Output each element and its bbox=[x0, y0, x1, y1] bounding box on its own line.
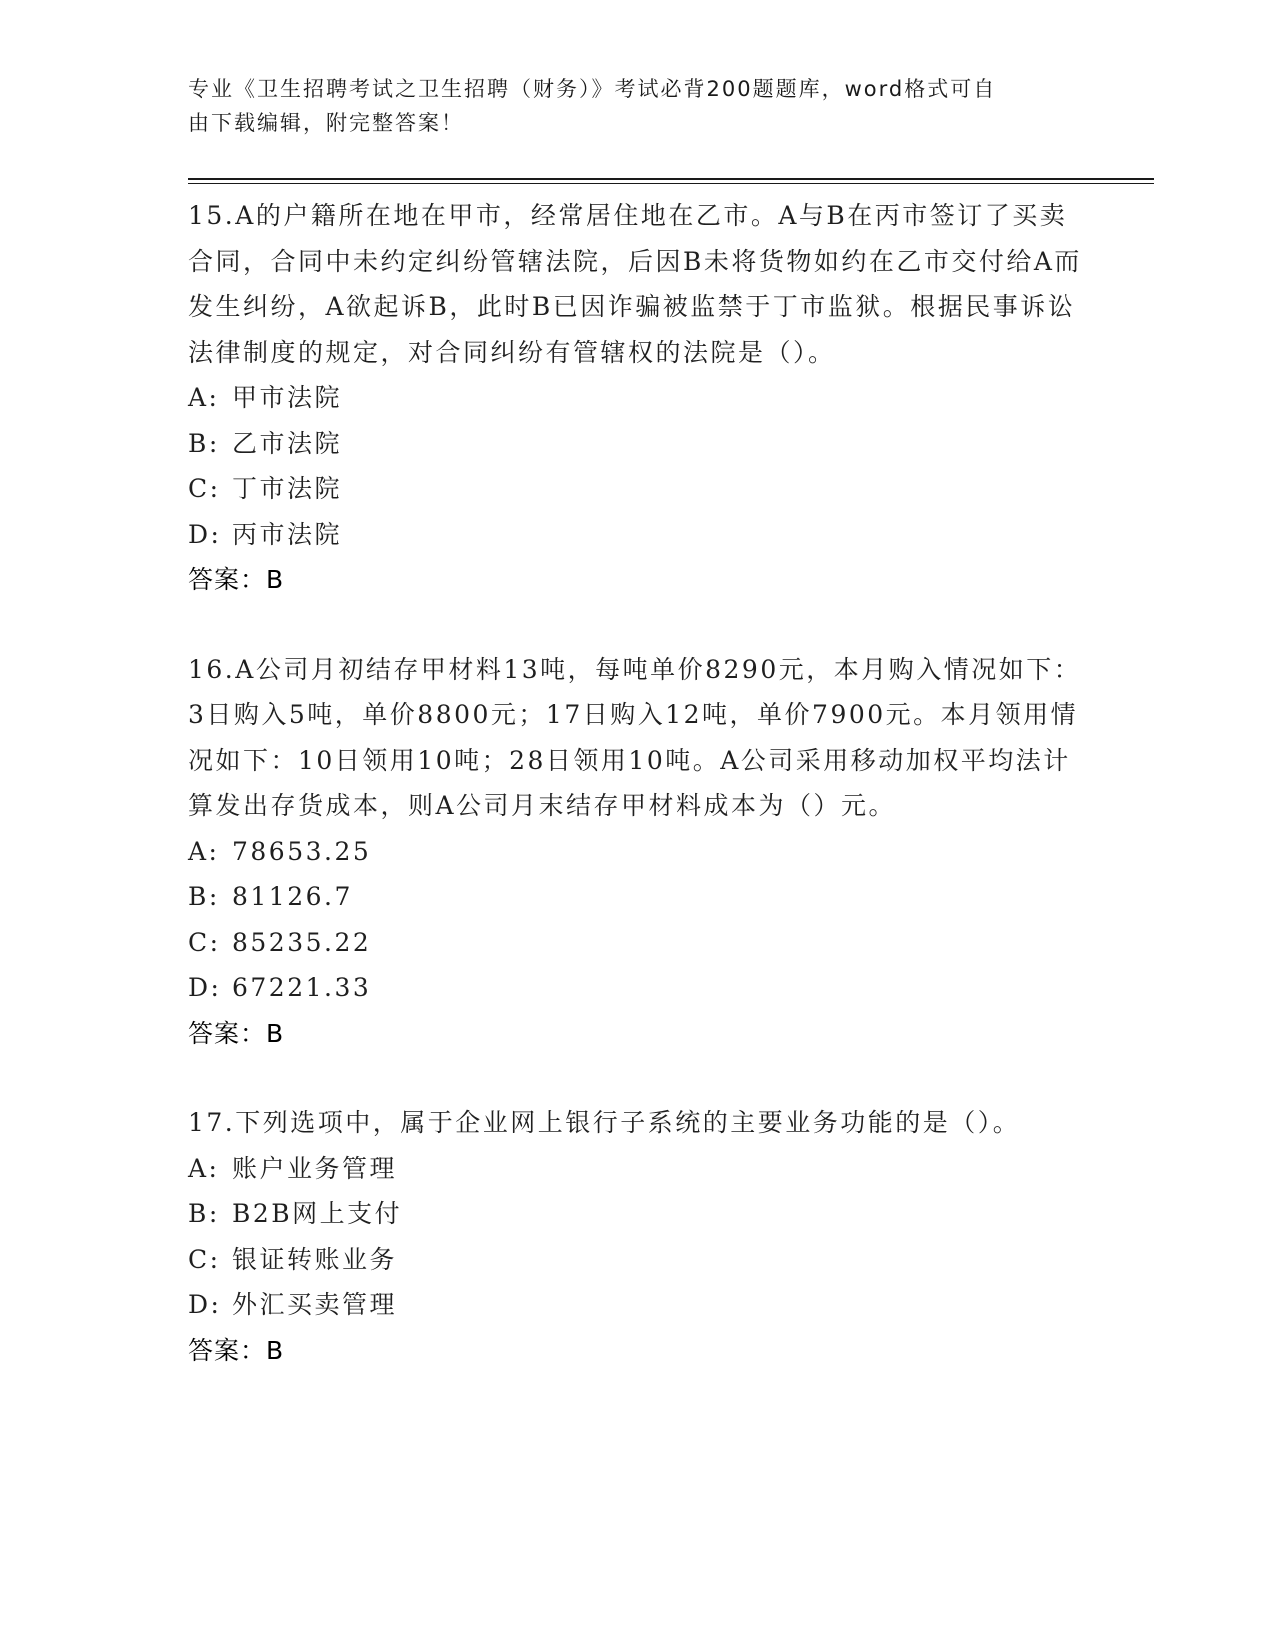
answer-line: 答案：B bbox=[188, 1335, 285, 1365]
option-text: 账户业务管理 bbox=[232, 1153, 398, 1183]
option-d bbox=[188, 512, 1088, 558]
question-list bbox=[188, 193, 1088, 1373]
option-text: 丙市法院 bbox=[232, 519, 343, 549]
option-c bbox=[188, 1237, 1088, 1283]
option-letter: D: bbox=[188, 519, 222, 549]
option-letter: B: bbox=[188, 882, 220, 911]
option-d bbox=[188, 965, 1088, 1011]
option-b bbox=[188, 421, 1088, 467]
option-letter: D: bbox=[188, 1290, 222, 1319]
header-rule-thin bbox=[188, 183, 1154, 184]
option-a bbox=[188, 375, 1088, 421]
option-text: 67221.33 bbox=[232, 973, 372, 1002]
question-17 bbox=[188, 1100, 1088, 1373]
option-text: 81126.7 bbox=[232, 882, 353, 911]
option-text: 85235.22 bbox=[232, 927, 372, 957]
option-c bbox=[188, 466, 1088, 512]
option-c bbox=[188, 920, 1088, 966]
answer-line: 答案：B bbox=[188, 565, 285, 594]
option-b bbox=[188, 1191, 1088, 1237]
option-letter: C: bbox=[188, 474, 221, 503]
option-letter: A: bbox=[188, 836, 220, 866]
spacer bbox=[188, 1056, 1088, 1100]
header-line-2: 由下载编辑，附完整答案！ bbox=[188, 111, 464, 135]
question-stem: 16.A公司月初结存甲材料13吨，每吨单价8290元，本月购入情况如下：3日购入5吨，单价8800元；17日购入12吨，单价7900元。本月领用情况如下：10日领用10吨；28日领用10吨。A公司采用移动加权平均法计算发出存货成本，则A公司月末结存甲材料成本为（）元。 bbox=[188, 654, 1082, 820]
option-letter: D: bbox=[188, 973, 222, 1002]
option-b bbox=[188, 874, 1088, 920]
answer-line: 答案：B bbox=[188, 1018, 285, 1048]
header-line-1: 专业《卫生招聘考试之卫生招聘（财务）》考试必背200题题库，word格式可自 bbox=[188, 77, 997, 101]
option-d bbox=[188, 1282, 1088, 1328]
question-15 bbox=[188, 193, 1088, 603]
option-text: 78653.25 bbox=[232, 836, 372, 866]
option-text: 外汇买卖管理 bbox=[232, 1290, 398, 1319]
spacer bbox=[188, 603, 1088, 647]
option-letter: A: bbox=[188, 1153, 220, 1183]
option-text: 丁市法院 bbox=[232, 474, 343, 503]
option-a bbox=[188, 1146, 1088, 1192]
document-header bbox=[188, 72, 1088, 140]
header-rule-thick bbox=[188, 178, 1154, 180]
option-letter: B: bbox=[188, 1199, 220, 1228]
option-letter: B: bbox=[188, 428, 220, 458]
question-stem: 17.下列选项中，属于企业网上银行子系统的主要业务功能的是（）。 bbox=[188, 1108, 1021, 1137]
option-letter: A: bbox=[188, 383, 220, 412]
option-letter: C: bbox=[188, 927, 221, 957]
question-stem: 15.A的户籍所在地在甲市，经常居住地在乙市。A与B在丙市签订了买卖合同，合同中未约定纠纷管辖法院，后因B未将货物如约在乙市交付给A而发生纠纷，A欲起诉B，此时B已因诈骗被监禁于丁市监狱。根据民事诉讼法律制度的规定，对合同纠纷有管辖权的法院是（）。 bbox=[188, 201, 1082, 367]
question-16 bbox=[188, 647, 1088, 1057]
option-text: 银证转账业务 bbox=[232, 1244, 398, 1274]
option-text: 甲市法院 bbox=[232, 383, 343, 412]
option-a bbox=[188, 829, 1088, 875]
option-letter: C: bbox=[188, 1244, 221, 1274]
option-text: B2B网上支付 bbox=[232, 1199, 403, 1228]
option-text: 乙市法院 bbox=[232, 428, 343, 458]
